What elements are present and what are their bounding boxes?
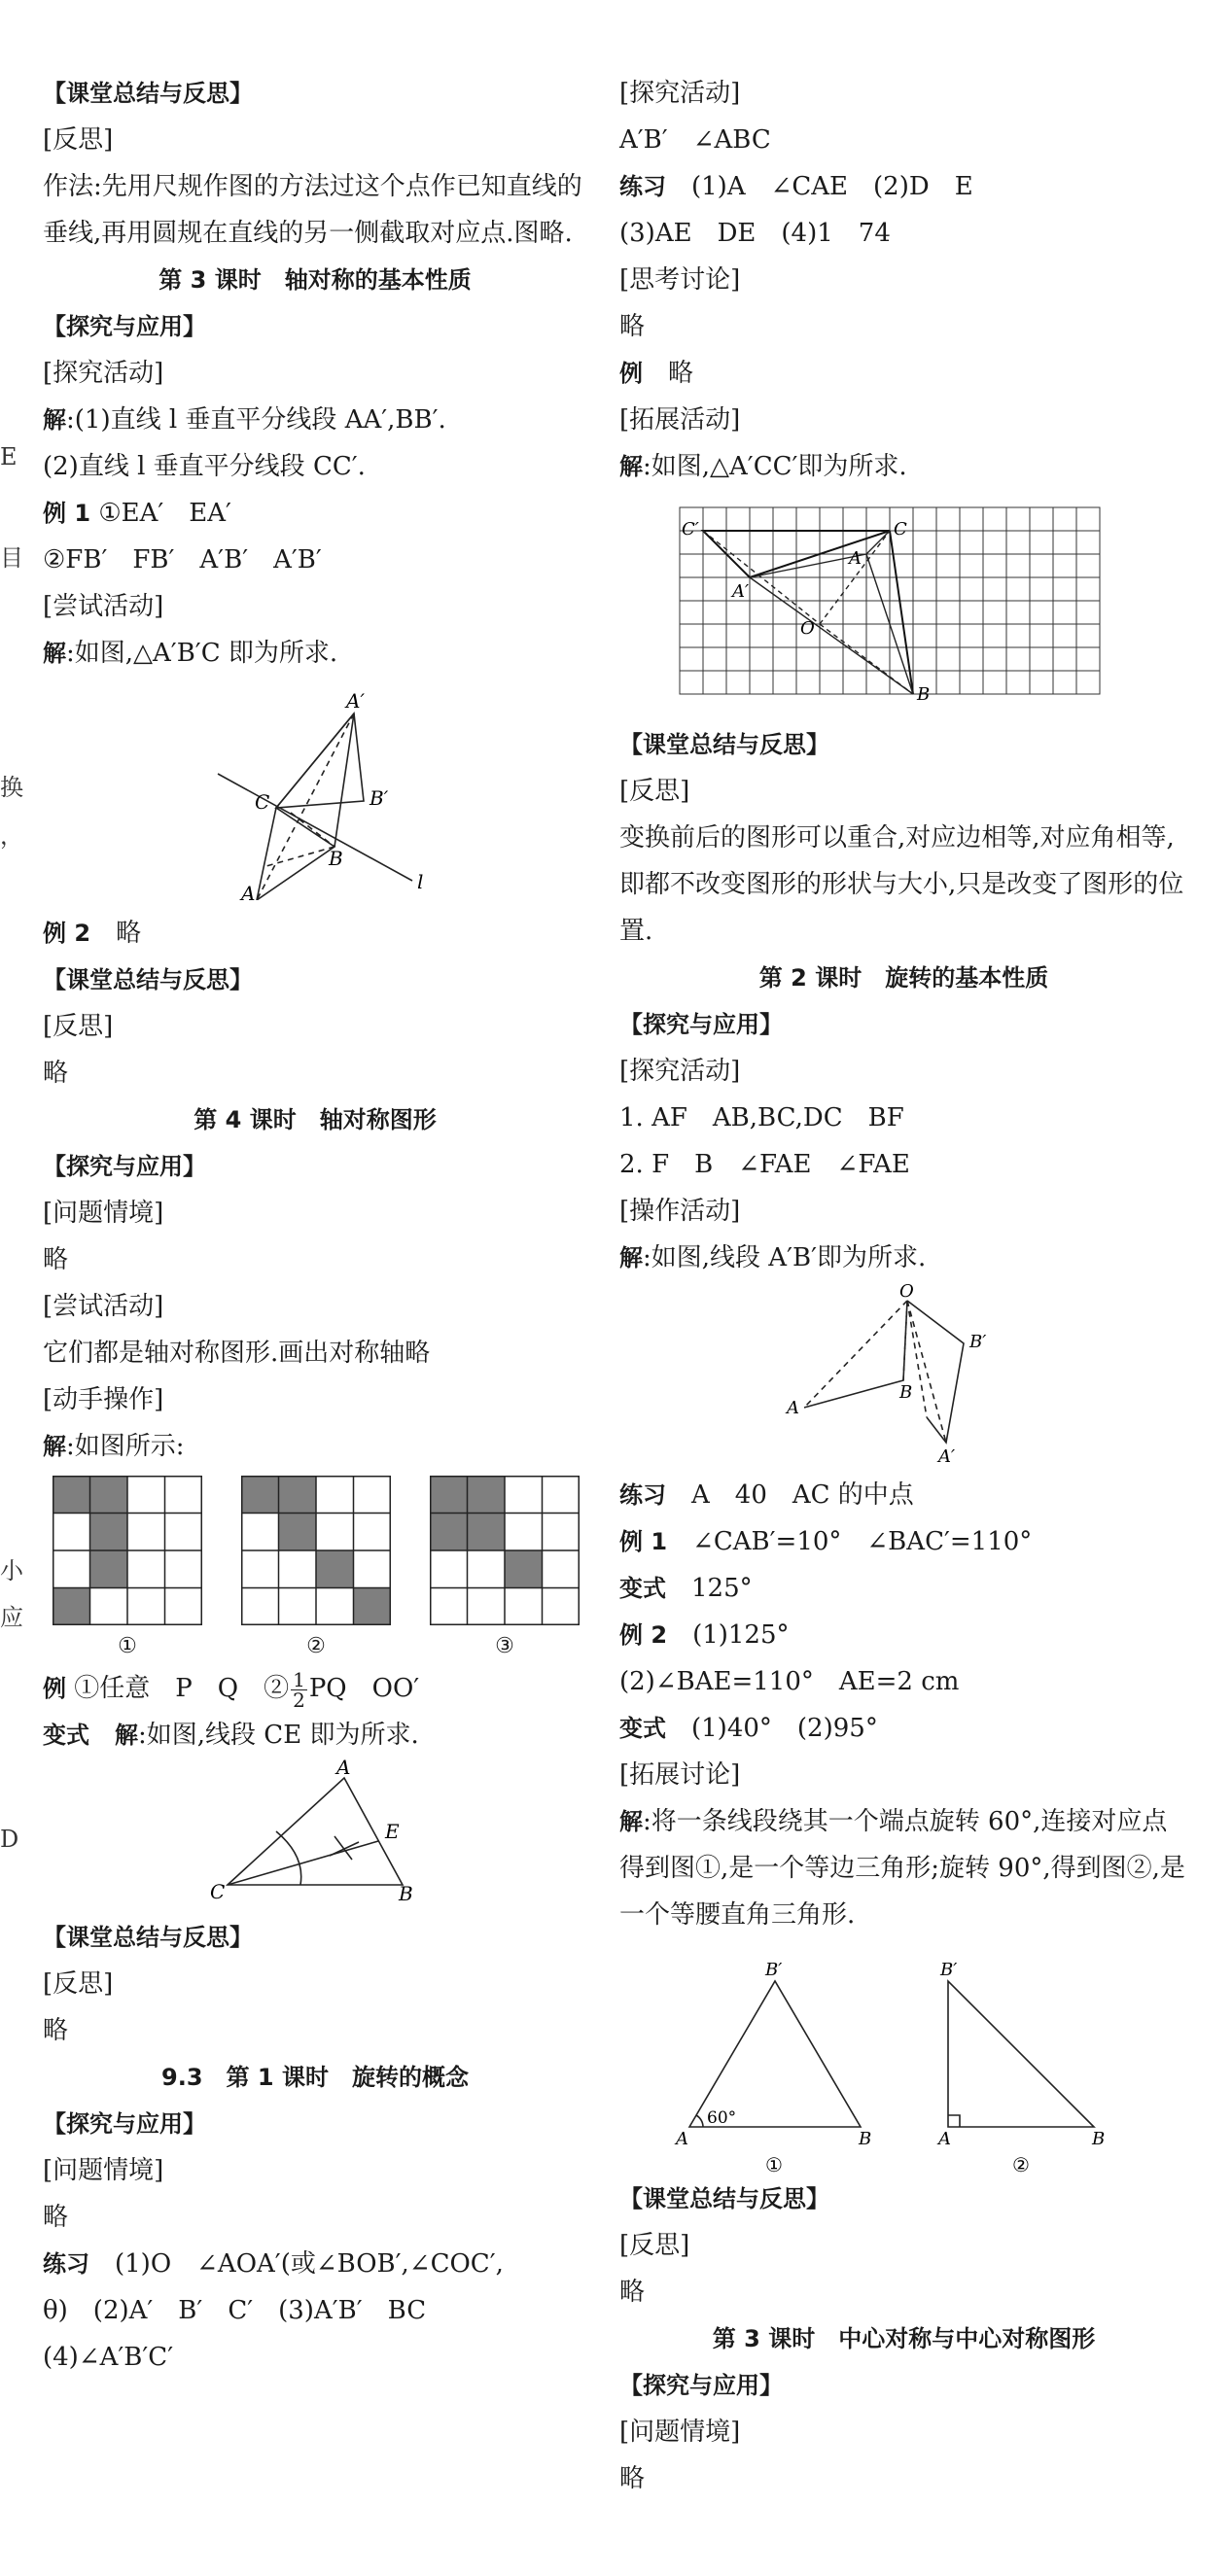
answer-line: 2. F B ∠FAE ∠FAE [619,1150,910,1179]
label-variant: 变式 [43,1722,89,1749]
label-angle-60: 60° [707,2108,737,2128]
label-example: 例 2 [619,1621,668,1649]
right-column [619,70,1188,2502]
answer-text: 125° [666,1574,753,1603]
sub-heading: [反思] [619,777,690,806]
label-c: C [255,790,270,814]
reflection-figure [43,677,587,900]
angle-bisector-figure [43,1758,587,1904]
answer-text: ①任意 P Q ② [66,1674,290,1703]
edge-fragment: E [0,443,18,470]
label-a: A [938,2129,951,2149]
label-b: B [399,1882,413,1904]
label-example: 例 1 [43,500,91,527]
answer-line: 略 [619,2464,646,2493]
answer-line [43,910,587,957]
rotation-figure [619,1281,1188,1466]
answer-line: A′B′ ∠ABC [619,125,771,155]
answer-line [619,163,1188,210]
label-b: B [329,847,343,870]
sub-heading: [尝试活动] [43,592,164,621]
answer-text: (1)40° (2)95° [666,1714,878,1743]
section-heading: 【探究与应用】 [43,1153,206,1180]
symmetry-grids [43,1476,587,1661]
label-practice: 练习 [619,1481,666,1509]
answer-text: 变换前后的图形可以重合,对应边相等,对应角相等,即都不改变图形的形状与大小,只是改变了图形的位置. [619,823,1184,946]
label-b: B [917,684,931,705]
answer-text: :将一条线段绕其一个端点旋转 60°,连接对应点得到图①,是一个等边三角形;旋转 90°,得到图②,是一个等腰直角三角形. [619,1807,1185,1930]
answer-text: ①EA′ EA′ [90,499,231,528]
label-variant: 变式 [619,1575,666,1602]
answer-line [43,1423,587,1470]
label-b-prime: B′ [765,1960,783,1980]
grid-figure-3 [430,1476,580,1661]
sub-heading: [拓展讨论] [619,1760,741,1790]
label-c-prime: C′ [682,519,699,540]
answer-text: PQ OO′ [308,1674,420,1703]
answer-line: (4)∠A′B′C′ [43,2343,174,2372]
answer-line: 略 [43,1059,69,1088]
answer-text: :如图,△A′CC′即为所求. [643,452,907,481]
answer-line [619,1472,1188,1518]
label-jie: 解 [43,640,66,667]
lesson-title: 第 3 课时 中心对称与中心对称图形 [712,2325,1096,2352]
label-a: A [676,2129,688,2149]
triangles-diagram [619,1952,1188,2176]
section-heading: 【课堂总结与反思】 [43,80,253,107]
label-o: O [899,1281,914,1302]
sub-heading: [思考讨论] [619,265,741,295]
label-jie: 解 [115,1722,139,1749]
grid-1 [53,1476,202,1625]
grid-caption: ③ [495,1634,514,1658]
label-b-prime: B′ [370,786,389,810]
answer-line: 略 [43,2016,69,2045]
label-example: 例 1 [619,1528,668,1555]
grid-rotation-figure [619,498,1188,721]
fraction-denominator: 2 [293,1688,305,1712]
label-c: C [894,519,907,540]
answer-line [43,490,587,537]
spacer-text [89,1721,115,1750]
triangle-caption: ① [765,2153,783,2176]
sub-heading: [探究活动] [619,79,741,108]
answer-line [619,443,1188,490]
label-c: C [210,1880,226,1903]
sub-heading: [问题情境] [43,2156,164,2185]
label-jie: 解 [619,1244,643,1271]
label-b: B [859,2129,872,2149]
lesson-title: 第 3 课时 轴对称的基本性质 [158,266,472,294]
edge-fragment: D [0,1826,19,1853]
label-a-prime: A′ [732,581,750,602]
label-a: A [787,1398,799,1418]
answer-text: 略 [643,359,694,388]
section-heading: 【课堂总结与反思】 [43,966,253,993]
rotation-diagram [619,1281,1188,1466]
section-heading: 【探究与应用】 [619,2372,783,2399]
answer-text: :(1)直线 l 垂直平分线段 AA′,BB′. [66,405,446,435]
answer-line [43,630,587,677]
answer-line [43,1712,587,1758]
fraction-numerator: 1 [293,1667,305,1691]
answer-text: (1)125° [667,1620,790,1650]
label-jie: 解 [619,1808,643,1835]
answer-line: 1. AF AB,BC,DC BF [619,1103,904,1132]
label-practice: 练习 [619,173,666,200]
lesson-title: 9.3 第 1 课时 旋转的概念 [161,2064,469,2091]
section-heading: 【课堂总结与反思】 [619,2185,829,2212]
fraction-one-half [291,1667,307,1712]
lesson-title: 第 2 课时 旋转的基本性质 [758,964,1049,992]
reflection-diagram [43,677,587,900]
grid-3 [430,1476,580,1625]
answer-line: (2)∠BAE=110° AE=2 cm [619,1667,960,1696]
label-line-l: l [417,870,424,893]
label-variant: 变式 [619,1715,666,1742]
answer-line [43,1665,587,1712]
grid-caption: ① [118,1634,137,1658]
edge-fragment: ， [0,822,23,850]
answer-text: :如图所示: [66,1432,185,1461]
section-heading: 【探究与应用】 [43,2110,206,2138]
answer-line: 略 [43,2203,69,2232]
answer-line [43,397,587,443]
label-practice: 练习 [43,2250,89,2278]
answer-text: A 40 AC 的中点 [666,1480,914,1510]
label-b-prime: B′ [969,1332,987,1352]
answer-line: 略 [619,2278,646,2307]
section-heading: 【课堂总结与反思】 [43,1924,253,1951]
sub-heading: [反思] [43,1969,114,1999]
answer-line: 它们都是轴对称图形.画出对称轴略 [43,1339,431,1368]
sub-heading: [探究活动] [619,1057,741,1086]
label-jie: 解 [43,1433,66,1460]
answer-line [619,1612,1188,1658]
grid-figure-2 [241,1476,391,1661]
section-heading: 【探究与应用】 [619,1011,783,1038]
edge-fragment: 应 [0,1604,23,1631]
label-b-prime: B′ [940,1960,958,1980]
answer-text: ∠CAB′=10° ∠BAC′=110° [667,1527,1033,1556]
grid-figure-1 [53,1476,202,1661]
label-b: B [1092,2129,1106,2149]
grid-rotation-diagram [619,498,1188,707]
section-heading: 【课堂总结与反思】 [619,731,829,758]
answer-text: (1)A ∠CAE (2)D E [666,172,973,201]
answer-text: (1)O ∠AOA′(或∠BOB′,∠COC′, [89,2249,504,2279]
answer-line [43,2241,587,2287]
sub-heading: [动手操作] [43,1385,164,1414]
answer-line [619,1705,1188,1752]
sub-heading: [尝试活动] [43,1292,164,1321]
grid-caption: ② [306,1634,326,1658]
answer-line: 略 [43,1245,69,1274]
sub-heading: [问题情境] [43,1199,164,1228]
edge-fragment: 目 [0,544,23,572]
answer-line [619,1518,1188,1565]
section-heading: 【探究与应用】 [43,313,206,340]
answer-line: (2)直线 l 垂直平分线段 CC′. [43,452,366,481]
label-example: 例 2 [43,920,91,947]
answer-line: ②FB′ FB′ A′B′ A′B′ [43,545,322,574]
sub-heading: [拓展活动] [619,405,741,435]
answer-text: :如图,线段 CE 即为所求. [138,1721,419,1750]
triangle-caption: ② [1012,2153,1030,2176]
label-jie: 解 [43,406,66,434]
label-a-prime: A′ [346,689,365,713]
grid-2 [241,1476,391,1625]
left-column [43,70,587,2381]
edge-fragment: 换 [0,774,23,801]
answer-text: 作法:先用尺规作图的方法过这个点作已知直线的垂线,再用圆规在直线的另一侧截取对应点.图略. [43,172,582,248]
triangle-figures [619,1952,1188,2176]
angle-bisector-diagram [43,1758,587,1904]
sub-heading: [反思] [619,2231,690,2260]
sub-heading: [反思] [43,125,114,155]
label-a: A [849,548,862,569]
answer-line [619,1565,1188,1612]
answer-text: :如图,△A′B′C 即为所求. [66,639,338,668]
label-jie: 解 [619,453,643,480]
sub-heading: [探究活动] [43,359,164,388]
label-example: 例 [43,1675,66,1702]
answer-line [619,1235,1188,1281]
sub-heading: [操作活动] [619,1197,741,1226]
label-e: E [385,1820,400,1843]
sub-heading: [反思] [43,1012,114,1041]
answer-line [619,350,1188,397]
label-example: 例 [619,360,643,387]
label-b: B [899,1382,913,1403]
edge-fragment: 小 [0,1557,23,1584]
label-a: A [336,1758,351,1779]
answer-line: (3)AE DE (4)1 74 [619,219,891,248]
answer-text: 略 [90,919,142,948]
answer-line: θ) (2)A′ B′ C′ (3)A′B′ BC [43,2296,427,2325]
lesson-title: 第 4 课时 轴对称图形 [194,1106,437,1133]
label-o: O [800,618,815,639]
label-a: A [241,882,256,900]
label-a-prime: A′ [938,1446,956,1466]
answer-line: 略 [619,312,646,341]
answer-text: :如图,线段 A′B′即为所求. [643,1243,927,1272]
sub-heading: [问题情境] [619,2418,741,2447]
answer-paragraph [619,1798,1188,1938]
